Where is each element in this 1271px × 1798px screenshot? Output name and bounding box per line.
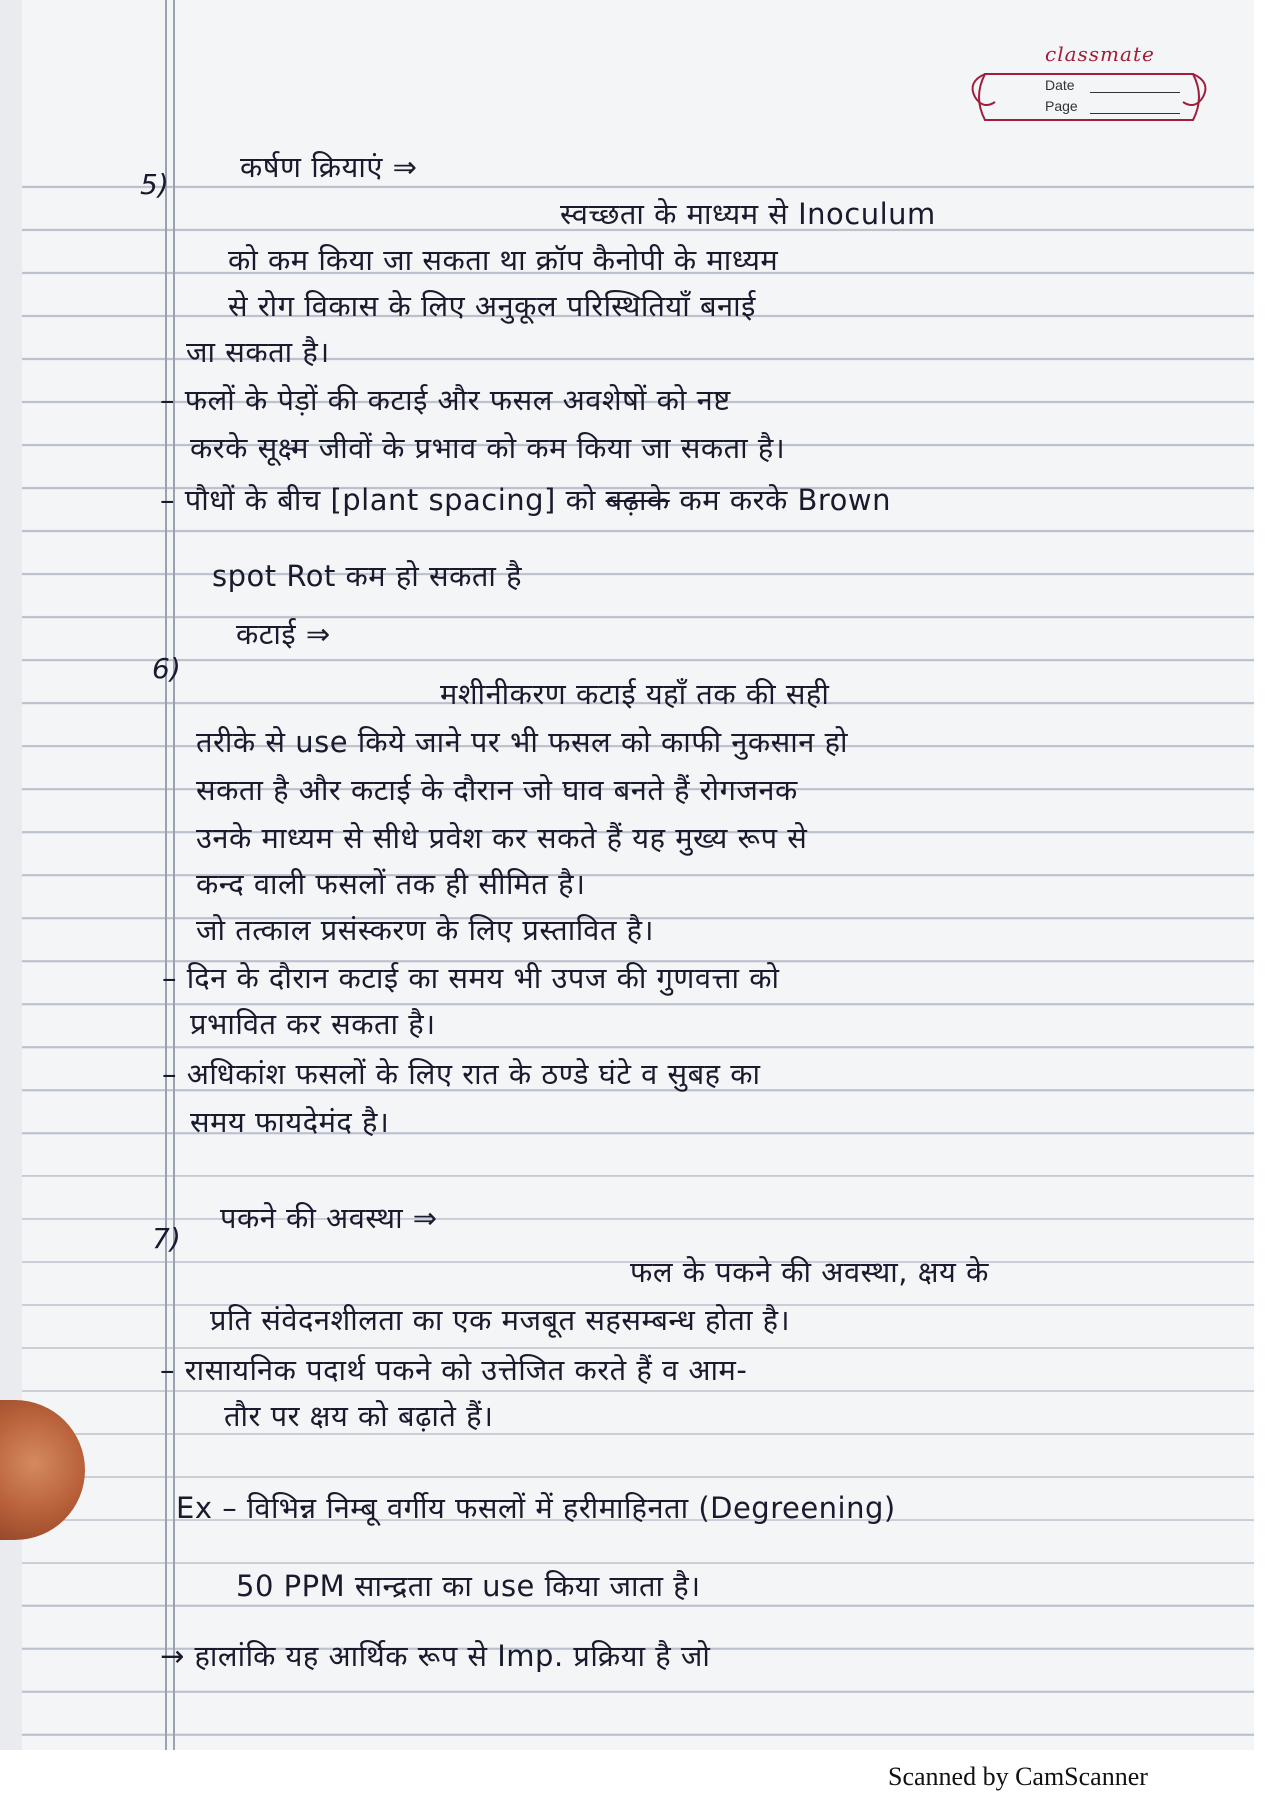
heading-section-7: पकने की अवस्था ⇒: [220, 1201, 438, 1235]
scroll-frame-icon: [965, 62, 1215, 132]
text-line: – अधिकांश फसलों के लिए रात के ठण्डे घंटे व सुबह का: [162, 1057, 761, 1091]
section-number-6: 6): [152, 652, 181, 685]
text-line: तौर पर क्षय को बढ़ाते हैं।: [224, 1399, 494, 1433]
scanner-watermark: Scanned by CamScanner: [888, 1762, 1148, 1791]
date-field-line: [1090, 92, 1180, 93]
text-line: जो तत्काल प्रसंस्करण के लिए प्रस्तावित है।: [196, 913, 654, 947]
text-fragment: कम करके Brown: [679, 483, 891, 517]
text-line: – दिन के दौरान कटाई का समय भी उपज की गुणवत्ता को: [162, 961, 780, 995]
margin-line-right: [173, 0, 175, 1750]
text-line: Ex – विभिन्न निम्बू वर्गीय फसलों में हरीमाहिनता (Degreening): [176, 1491, 896, 1525]
text-line: – रासायनिक पदार्थ पकने को उत्तेजित करते हैं व आम-: [160, 1353, 748, 1387]
page-label: Page: [1045, 98, 1078, 114]
text-line: जा सकता है।: [186, 335, 330, 369]
date-page-box: [965, 62, 1215, 132]
heading-section-6: कटाई ⇒: [236, 617, 331, 651]
text-line: स्वच्छता के माध्यम से Inoculum: [560, 197, 936, 231]
text-line: प्रभावित कर सकता है।: [190, 1007, 436, 1041]
text-line: फल के पकने की अवस्था, क्षय के: [630, 1255, 989, 1289]
text-line: कन्द वाली फसलों तक ही सीमित है।: [196, 867, 586, 901]
text-line: उनके माध्यम से सीधे प्रवेश कर सकते हैं यह मुख्य रूप से: [196, 821, 808, 855]
text-line: समय फायदेमंद है।: [190, 1105, 390, 1139]
struck-word: बढ़ाके: [605, 483, 670, 517]
section-number-5: 5): [140, 168, 169, 201]
text-line: सकता है और कटाई के दौरान जो घाव बनते हैं रोगजनक: [196, 773, 798, 807]
text-line: को कम किया जा सकता था क्रॉप कैनोपी के माध्यम: [228, 243, 779, 277]
heading-section-5: कर्षण क्रियाएं ⇒: [240, 150, 418, 184]
page-field-line: [1090, 113, 1180, 114]
text-line: – फलों के पेड़ों की कटाई और फसल अवशेषों को नष्ट: [160, 383, 731, 417]
text-fragment: – पौधों के बीच [plant spacing] को: [160, 483, 596, 517]
text-line: से रोग विकास के लिए अनुकूल परिस्थितियाँ बनाई: [228, 289, 756, 323]
text-line: [160, 483, 891, 517]
text-line: मशीनीकरण कटाई यहाँ तक की सही: [440, 677, 830, 711]
margin-line-left: [165, 0, 167, 1750]
text-line: → हालांकि यह आर्थिक रूप से Imp. प्रक्रिया है जो: [160, 1639, 711, 1673]
brand-logo: classmate: [1045, 42, 1155, 66]
text-line: तरीके से use किये जाने पर भी फसल को काफी नुकसान हो: [196, 725, 849, 759]
text-line: spot Rot कम हो सकता है: [212, 559, 523, 593]
section-number-7: 7): [152, 1222, 181, 1255]
date-label: Date: [1045, 77, 1075, 93]
text-line: 50 PPM सान्द्रता का use किया जाता है।: [236, 1569, 701, 1603]
text-line: प्रति संवेदनशीलता का एक मजबूत सहसम्बन्ध होता है।: [210, 1303, 791, 1337]
text-line: करके सूक्ष्म जीवों के प्रभाव को कम किया जा सकता है।: [190, 431, 786, 465]
